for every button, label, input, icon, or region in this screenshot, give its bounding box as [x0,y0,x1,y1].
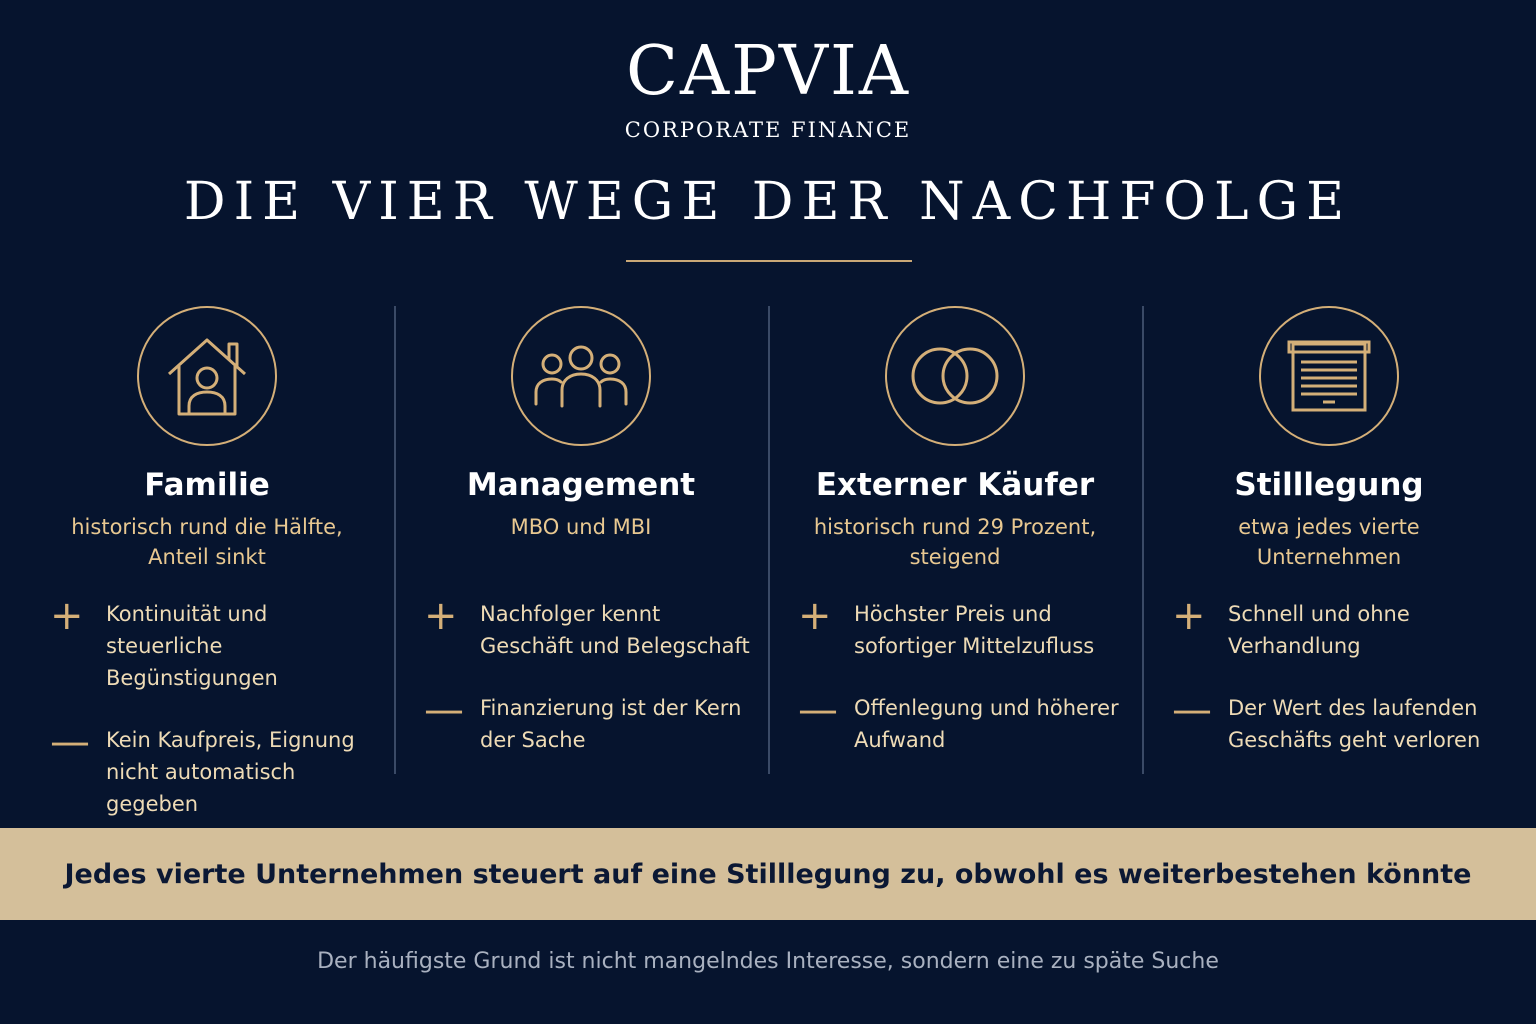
path-title: Externer Käufer [815,467,1095,503]
pro-row [50,593,384,694]
con-text: Finanzierung ist der Kern der Sache [480,696,742,752]
minus-icon: — [1172,687,1212,733]
logo-name: CAPVIA [626,32,910,111]
plus-icon: + [798,593,832,639]
pro-row [1172,593,1506,662]
con-text: Kein Kaufpreis, Eignung nicht automatisch gegeben [106,728,355,816]
path-title: Stilllegung [1234,467,1424,503]
pro-text: Kontinuität und steuerliche Begünstigungen [106,602,278,690]
highlight-banner [0,828,1536,920]
pro-text: Nachfolger kennt Geschäft und Belegschaft [480,602,750,658]
con-row [798,687,1132,756]
path-subtitle: historisch rund 29 Prozent, steigend [813,515,1097,569]
banner-text: Jedes vierte Unternehmen steuert auf eine Stilllegung zu, obwohl es weiterbestehen könnte [64,858,1472,890]
path-column-stilllegung [1142,306,1516,776]
path-title: Familie [144,467,270,503]
path-title: Management [466,467,696,503]
path-column-familie [20,306,394,816]
minus-icon: — [798,687,838,733]
plus-icon: + [50,593,84,639]
pros-cons [394,593,768,756]
shutter-icon [1259,306,1399,446]
pro-row [424,593,758,662]
succession-paths [20,306,1516,816]
path-column-externer-kaeufer [768,306,1142,776]
plus-icon: + [424,593,458,639]
path-subtitle: etwa jedes vierte Unternehmen [1238,515,1420,569]
pros-cons [20,593,394,820]
path-column-management [394,306,768,776]
pro-text: Höchster Preis und sofortiger Mittelzufluss [854,602,1095,658]
people-group-icon [511,306,651,446]
title-divider [626,260,912,262]
pro-text: Schnell und ohne Verhandlung [1228,602,1410,658]
footer-note: Der häufigste Grund ist nicht mangelndes Interesse, sondern eine zu späte Suche [317,949,1219,974]
con-text: Der Wert des laufenden Geschäfts geht verloren [1228,696,1481,752]
path-subtitle: MBO und MBI [510,515,652,539]
logo-subtitle: CORPORATE FINANCE [624,118,912,142]
con-row [1172,687,1506,756]
interlocked-rings-icon [885,306,1025,446]
pros-cons [1142,593,1516,756]
house-person-icon [137,306,277,446]
plus-icon: + [1172,593,1206,639]
page-title: DIE VIER WEGE DER NACHFOLGE [183,172,1353,232]
minus-icon: — [424,687,464,733]
minus-icon: — [50,719,90,765]
con-text: Offenlegung und höherer Aufwand [854,696,1119,752]
logo [0,34,1536,144]
con-row [424,687,758,756]
path-subtitle: historisch rund die Hälfte, Anteil sinkt [71,515,343,569]
con-row [50,719,384,820]
pro-row [798,593,1132,662]
pros-cons [768,593,1142,756]
